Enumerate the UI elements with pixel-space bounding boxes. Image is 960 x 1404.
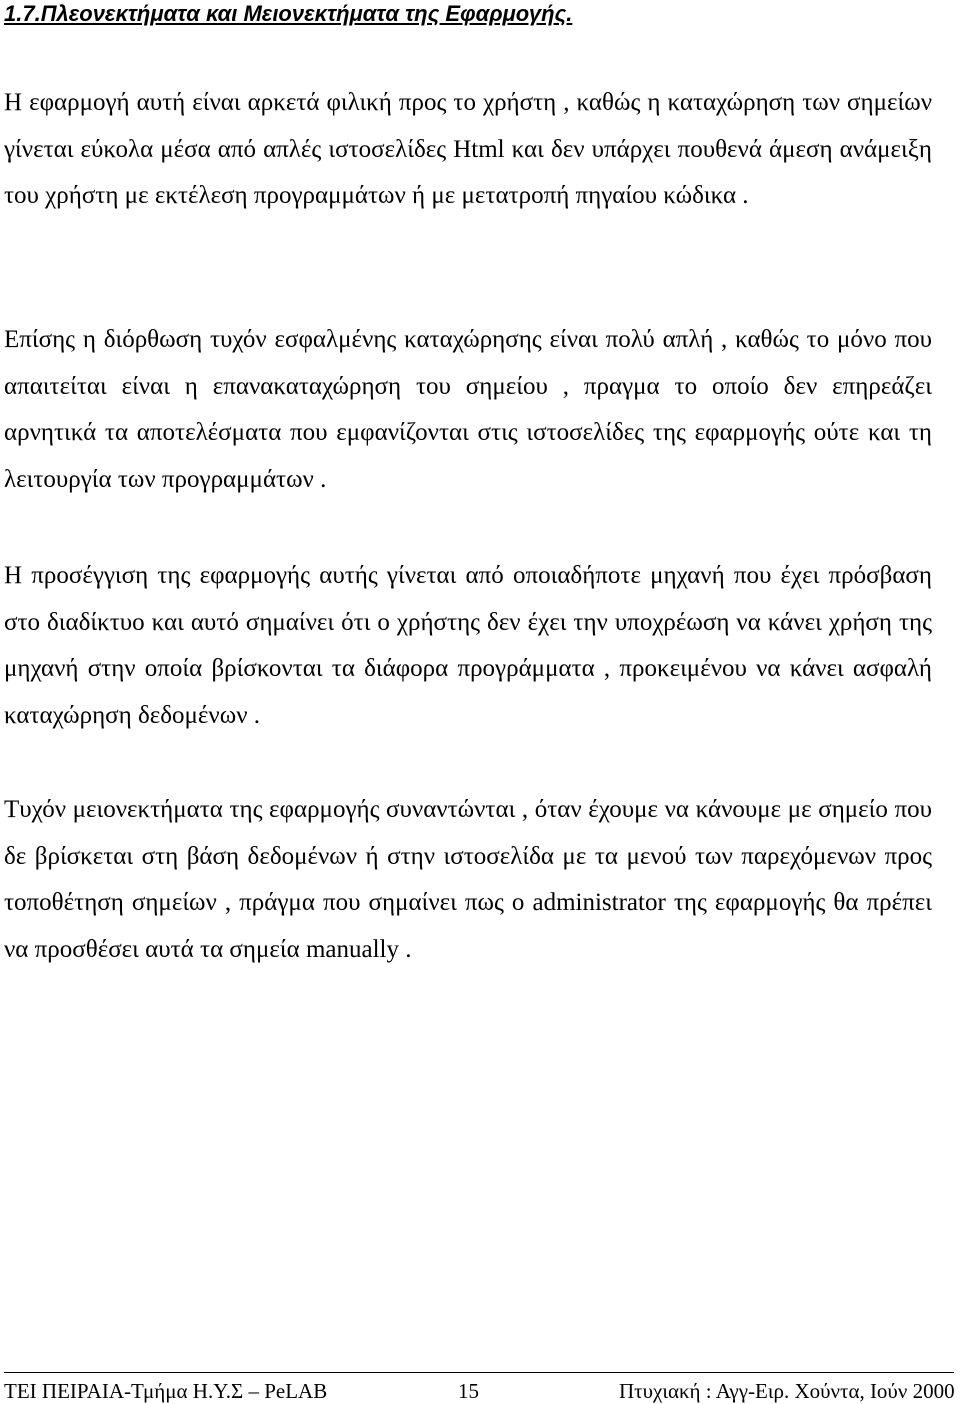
paragraph-advantages-correction: Επίσης η διόρθωση τυχόν εσφαλμένης καταχώρησης είναι πολύ απλή , καθώς το μόνο που απαιτείται είναι η επανακαταχώρηση του σημείου , πραγμα το οποίο δεν επηρεάζει αρνητικά τα αποτελέσματα που εμφανίζονται στις ιστοσελίδες της εφαρμογής ούτε και τη λειτουργία των προγραμμάτων . <box>4 326 932 493</box>
footer-institution: ΤΕΙ ΠΕΙΡΑΙΑ-Τμήμα Η.Υ.Σ – PeLAB <box>4 1379 328 1403</box>
paragraph-disadvantages: Τυχόν μειονεκτήματα της εφαρμογής συναντώνται , όταν έχουμε να κάνουμε με σημείο που δε βρίσκεται στη βάση δεδομένων ή στην ιστοσελίδα με τα μενού των παρεχόμενων προς τοποθέτηση σημείων , πράγμα που σημαίνει πως ο administrator της εφαρμογής θα πρέπει να προσθέσει αυτά τα σημεία manually . <box>4 796 932 963</box>
section-heading: 1.7.Πλεονεκτήματα και Μειονεκτήματα της Εφαρμογής. <box>4 1 573 26</box>
footer-page-number: 15 <box>458 1379 479 1403</box>
paragraph-advantages-usability: Η εφαρμογή αυτή είναι αρκετά φιλική προς το χρήστη , καθώς η καταχώρηση των σημείων γίνεται εύκολα μέσα από απλές ιστοσελίδες Html και δεν υπάρχει πουθενά άμεση ανάμειξη του χρήστη με εκτέλεση προγραμμάτων ή με μετατροπή πηγαίου κώδικα . <box>4 89 932 209</box>
paragraph-advantages-access: Η προσέγγιση της εφαρμογής αυτής γίνεται από οποιαδήποτε μηχανή που έχει πρόσβαση στο διαδίκτυο και αυτό σημαίνει ότι ο χρήστης δεν έχει την υποχρέωση να κάνει χρήση της μηχανή στην οποία βρίσκονται τα διάφορα προγράμματα , προκειμένου να κάνει ασφαλή καταχώρηση δεδομένων . <box>4 562 932 729</box>
footer-divider <box>4 1372 954 1373</box>
footer-author-date: Πτυχιακή : Αγγ-Ειρ. Χούντα, Ιούν 2000 <box>619 1379 955 1403</box>
